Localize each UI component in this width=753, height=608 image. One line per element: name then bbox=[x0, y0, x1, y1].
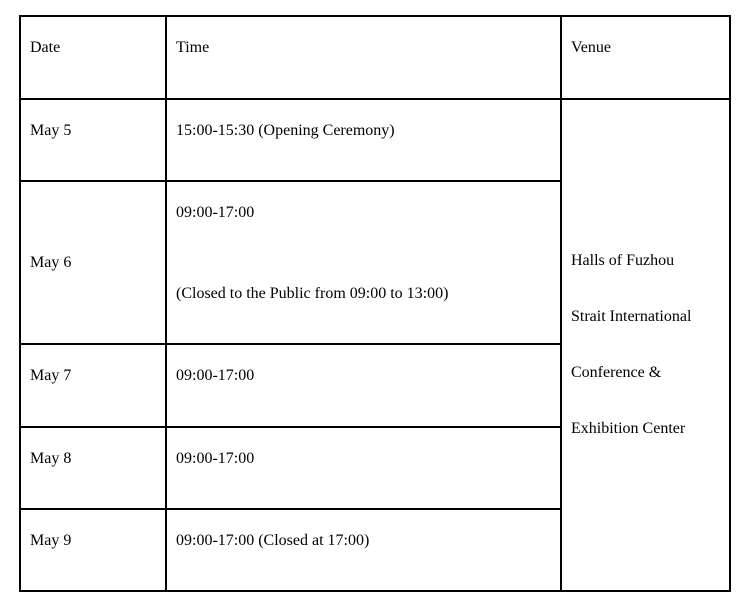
header-time-cell bbox=[166, 16, 561, 99]
time-value-block bbox=[167, 182, 560, 305]
date-value: May 8 bbox=[30, 450, 72, 467]
venue-line: Halls of Fuzhou bbox=[571, 252, 675, 269]
schedule-table bbox=[19, 15, 731, 592]
date-value: May 6 bbox=[30, 253, 72, 271]
time-cell bbox=[166, 427, 561, 509]
header-venue-cell bbox=[561, 16, 730, 99]
time-value: 09:00-17:00 bbox=[176, 367, 255, 384]
date-value: May 7 bbox=[30, 367, 72, 384]
date-cell bbox=[20, 344, 166, 427]
date-cell bbox=[20, 427, 166, 509]
venue-text bbox=[562, 233, 729, 457]
date-value: May 5 bbox=[30, 122, 72, 139]
date-value: May 9 bbox=[30, 532, 72, 549]
date-cell bbox=[20, 99, 166, 181]
line-spacer bbox=[176, 224, 551, 283]
header-time: Time bbox=[176, 39, 210, 56]
date-cell bbox=[20, 509, 166, 591]
header-date-cell bbox=[20, 16, 166, 99]
venue-cell bbox=[561, 99, 730, 591]
venue-line: Strait International bbox=[571, 308, 692, 325]
header-row bbox=[20, 16, 730, 99]
time-cell bbox=[166, 509, 561, 591]
time-cell bbox=[166, 181, 561, 344]
table-row bbox=[20, 99, 730, 181]
time-value: 09:00-17:00 (Closed at 17:00) bbox=[176, 532, 370, 549]
time-cell bbox=[166, 99, 561, 181]
time-value: 09:00-17:00 bbox=[176, 204, 255, 221]
venue-line: Exhibition Center bbox=[571, 420, 686, 437]
time-note: (Closed to the Public from 09:00 to 13:00) bbox=[176, 285, 449, 302]
header-date: Date bbox=[30, 39, 61, 56]
time-cell bbox=[166, 344, 561, 427]
time-value: 09:00-17:00 bbox=[176, 450, 255, 467]
date-cell bbox=[20, 181, 166, 344]
venue-line: Conference & bbox=[571, 364, 662, 381]
header-venue: Venue bbox=[571, 39, 611, 56]
time-value: 15:00-15:30 (Opening Ceremony) bbox=[176, 122, 395, 139]
